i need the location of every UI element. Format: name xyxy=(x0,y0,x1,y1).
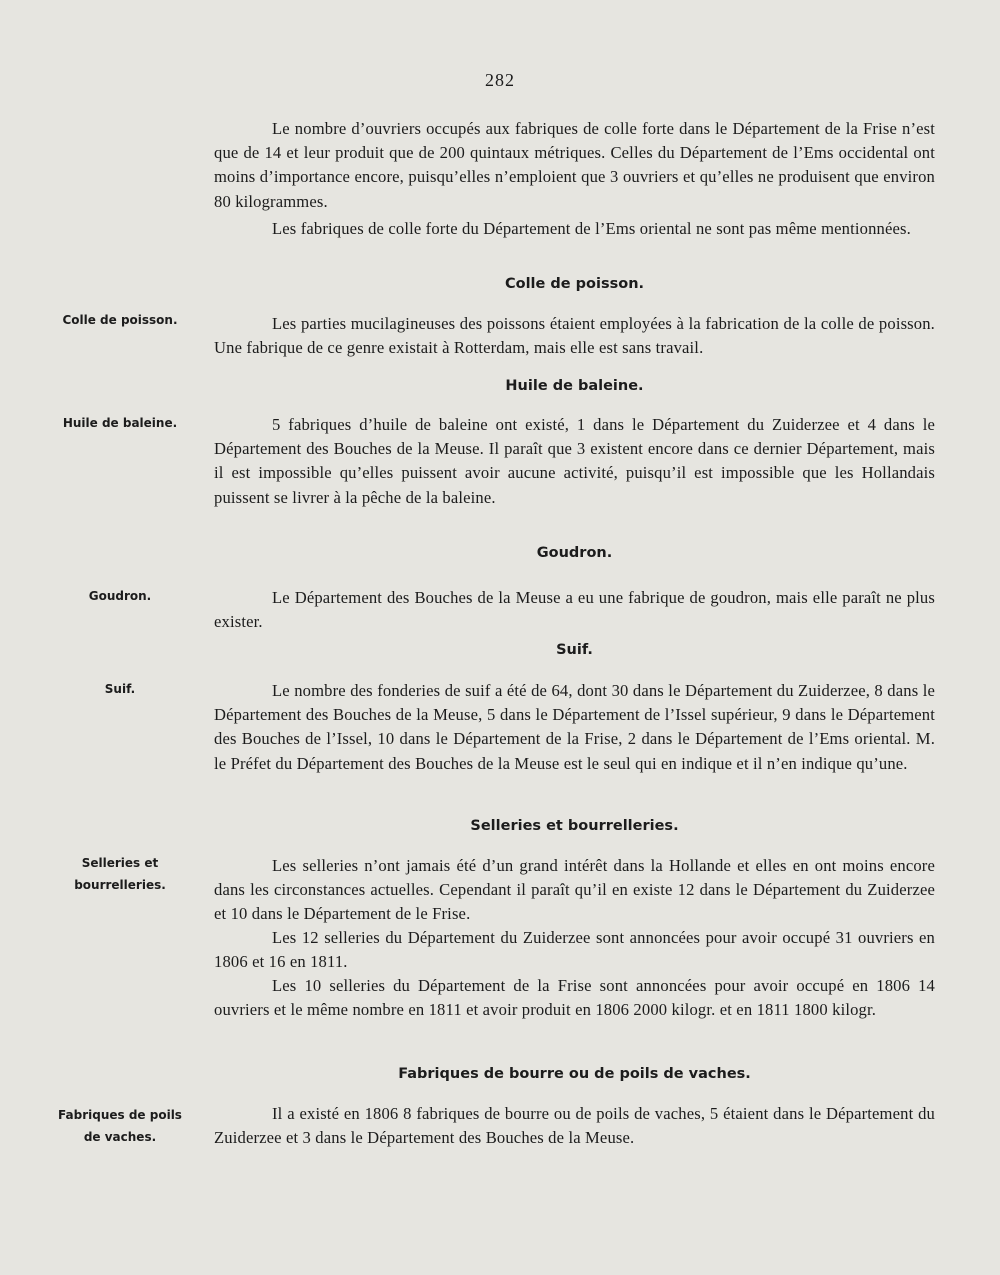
paragraph-text: Les 10 selleries du Département de la Frise sont annoncées pour avoir occupé en 1806 14 ouvriers et le même nombre en 1811 et avoir produit en 1806 2000 kilogr. et en 1811 1800 kilogr. xyxy=(214,976,935,1020)
margin-note-selleries xyxy=(40,852,200,896)
paragraph-text: Il a existé en 1806 8 fabriques de bourre ou de poils de vaches, 5 étaient dans le Département du Zuiderzee et 3 dans le Département des Bouches de la Meuse. xyxy=(214,1104,935,1148)
section-heading-suif: Suif. xyxy=(556,642,593,658)
margin-note-suif: Suif. xyxy=(104,682,136,696)
section-heading-huile-baleine: Huile de baleine. xyxy=(505,378,644,394)
paragraph-colle-poisson xyxy=(214,312,935,360)
paragraph-text: Les selleries n’ont jamais été d’un grand intérêt dans la Hollande et elles en ont moins encore dans les circonstances actuelles. Cependant il paraît qu’il en existe 12 dans le Département du Zuiderzee et 10 dans le Département de le Frise. xyxy=(214,856,935,924)
paragraph-text: Le nombre des fonderies de suif a été de 64, dont 30 dans le Département du Zuiderzee, 8 dans le Département des Bouches de la Meuse, 5 dans le Département de l’Issel supérieur, 9 dans le Département des Bouches de l’Issel, 10 dans le Département de la Frise, 2 dans le Département de l’Ems oriental. M. le Préfet du Département des Bouches de la Meuse est le seul qui en indique et il n’en indique qu’une. xyxy=(214,681,935,773)
margin-note-line: Selleries et xyxy=(81,856,159,870)
section-heading-colle-poisson: Colle de poisson. xyxy=(504,276,645,292)
margin-note-line: bourrelleries. xyxy=(74,878,166,892)
paragraph-goudron xyxy=(214,586,935,634)
margin-note-fabriques-bourre xyxy=(40,1104,200,1148)
margin-note-line: de vaches. xyxy=(83,1130,157,1144)
paragraph-text: Le nombre d’ouvriers occupés aux fabriques de colle forte dans le Département de la Frise n’est que de 14 et leur produit que de 200 quintaux métriques. Celles du Département de l’Ems occidental ont moins d’importance encore, puisqu’elles n’emploient que 3 ouvriers et qu’elles ne produisent que environ 80 kilogrammes. xyxy=(214,119,935,211)
paragraph-text: Les 12 selleries du Département du Zuiderzee sont annoncées pour avoir occupé 31 ouvriers en 1806 et 16 en 1811. xyxy=(214,928,935,972)
section-heading-selleries: Selleries et bourrelleries. xyxy=(470,818,679,834)
paragraph-colle-forte-frise xyxy=(214,117,935,214)
paragraph-selleries-zuiderzee xyxy=(214,926,935,974)
paragraph-fabriques-bourre xyxy=(214,1102,935,1150)
margin-note-huile-baleine: Huile de baleine. xyxy=(62,416,178,430)
paragraph-selleries xyxy=(214,854,935,927)
paragraph-text: 5 fabriques d’huile de baleine ont existé, 1 dans le Département du Zuiderzee et 4 dans le Département des Bouches de la Meuse. Il paraît que 3 existent encore dans ce dernier Département, mais il est impossible qu’elles puissent avoir aucune activité, puisqu’il est impossible que les Hollandais puissent se livrer à la pêche de la baleine. xyxy=(214,415,935,507)
paragraph-text: Le Département des Bouches de la Meuse a eu une fabrique de goudron, mais elle paraît ne plus exister. xyxy=(214,588,935,632)
margin-note-colle-poisson: Colle de poisson. xyxy=(62,313,178,327)
paragraph-text: Les parties mucilagineuses des poissons étaient employées à la fabrication de la colle de poisson. Une fabrique de ce genre existait à Rotterdam, mais elle est sans travail. xyxy=(214,314,935,358)
section-heading-goudron: Goudron. xyxy=(536,545,613,561)
paragraph-colle-forte-ems xyxy=(214,217,935,241)
paragraph-text: Les fabriques de colle forte du Département de l’Ems oriental ne sont pas même mentionnées. xyxy=(272,219,911,238)
paragraph-suif xyxy=(214,679,935,776)
paragraph-huile-baleine xyxy=(214,413,935,510)
margin-note-goudron: Goudron. xyxy=(88,589,152,603)
page-number: 282 xyxy=(485,70,515,90)
section-heading-fabriques-bourre: Fabriques de bourre ou de poils de vaches. xyxy=(398,1066,751,1082)
paragraph-selleries-frise xyxy=(214,974,935,1022)
margin-note-line: Fabriques de poils xyxy=(58,1108,182,1122)
